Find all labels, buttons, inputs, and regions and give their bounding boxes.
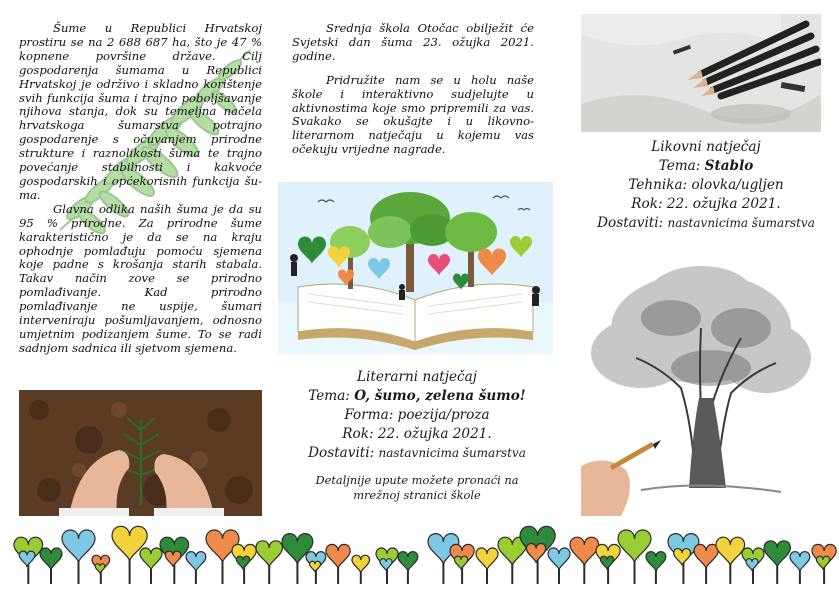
art-contest-deadline: Rok: 22. ožujka 2021.: [631, 196, 781, 212]
heart-tree-crown: [40, 548, 62, 570]
tree-drawing: [581, 258, 821, 516]
literary-contest-deliver: Dostaviti: nastavnicima šumarstva: [308, 445, 526, 461]
heart-tree-crown: [694, 544, 718, 568]
literary-contest-theme: Tema: O, šumo, zelena šumo!: [308, 388, 526, 404]
heart-tree-crown: [790, 552, 810, 572]
heart-tree-crown: [548, 548, 570, 570]
heart-tree-crown: [326, 544, 350, 568]
heart-tree-crown: [256, 541, 282, 567]
literary-contest: [286, 368, 548, 503]
natural-forests-paragraph: Glavna odlika naših šuma je da su 95 % prirodne. Za prirodne šume karakteristično je da se na kraju ophodnje pomlađuju pomoću sjemena koje padne s krošanja starih stabala. Takav način zove se prirodno pomlađivanje. Kad prirodno pomlađivanje ne uspije, šumari interveniraju pošumljavanjem, odnosno umjetnim podizanjem šume. To se radi sadnjom sadnica ili sjetvom sjemena.: [19, 201, 262, 355]
small-heart: [380, 559, 392, 571]
art-contest-deliver: Dostaviti: nastavnicima šumarstva: [597, 215, 815, 231]
book-trees-illustration: [278, 182, 553, 354]
heart-tree-crown: [398, 552, 418, 572]
small-heart: [165, 551, 181, 567]
literary-contest-title: Literarni natječaj: [357, 369, 477, 385]
heart-tree-crown: [570, 537, 599, 566]
heart-tree-crown: [352, 555, 370, 573]
details-note: Detaljnije upute možete pronaći na mrežnoj stranici škole: [315, 473, 519, 502]
literary-contest-deadline: Rok: 22. ožujka 2021.: [342, 426, 492, 442]
art-contest: [581, 138, 831, 233]
small-heart: [746, 559, 758, 571]
heart-tree-crown: [62, 530, 95, 563]
heart-tree-crown: [716, 537, 745, 566]
middle-column: [292, 22, 534, 157]
hearts-trees-strip: [0, 518, 839, 588]
pencils-photo: [581, 14, 821, 132]
small-heart: [95, 564, 105, 574]
heart-tree-crown: [764, 541, 790, 567]
small-heart: [674, 549, 691, 566]
small-heart: [310, 561, 321, 572]
art-contest-technique: Tehnika: olovka/ugljen: [628, 177, 784, 193]
left-column: [19, 22, 262, 356]
seedling-photo: [19, 390, 262, 516]
event-intro-paragraph: Srednja škola Otočac obilježit će Svjetski dan šuma 23. ožujka 2021. godine.: [292, 21, 534, 63]
small-heart: [526, 544, 545, 563]
small-heart: [816, 556, 829, 569]
art-contest-title: Likovni natječaj: [651, 139, 761, 155]
art-contest-theme: Tema: Stablo: [658, 158, 754, 174]
heart-tree-crown: [646, 552, 666, 572]
small-heart: [600, 556, 613, 569]
small-heart: [236, 556, 249, 569]
invitation-paragraph: Pridružite nam se u holu naše škole i interaktivno sudjelujte u aktivnostima koje smo pripremili za vas. Svakako se okušajte i u likovno-literarnom natječaju u kojemu vas očekuju vrijedne nagrade.: [292, 72, 534, 157]
heart-tree-crown: [186, 552, 206, 572]
heart-tree-crown: [140, 548, 162, 570]
small-heart: [19, 551, 35, 567]
heart-tree-crown: [476, 548, 498, 570]
small-heart: [454, 556, 467, 569]
literary-contest-form: Forma: poezija/proza: [344, 407, 490, 423]
forest-facts-paragraph: Šume u Republici Hrvatskoj prostiru se na 2 688 687 ha, što je 47 % kopnene površine države. Cilj gospodarenja šumama u Republici Hrvatskoj je održivo i skladno korištenje svih funkcija šuma i trajno poboljšavanje njihova stanja, dok su temeljna načela hrvatskoga šumarstva potrajno gospodarenje s očuvanjem prirodne strukture i raznolikosti šuma te trajno povećanje stabilnosti i kakvoće gospodarskih i općekorisnih funkcija šu-ma.: [19, 21, 262, 202]
